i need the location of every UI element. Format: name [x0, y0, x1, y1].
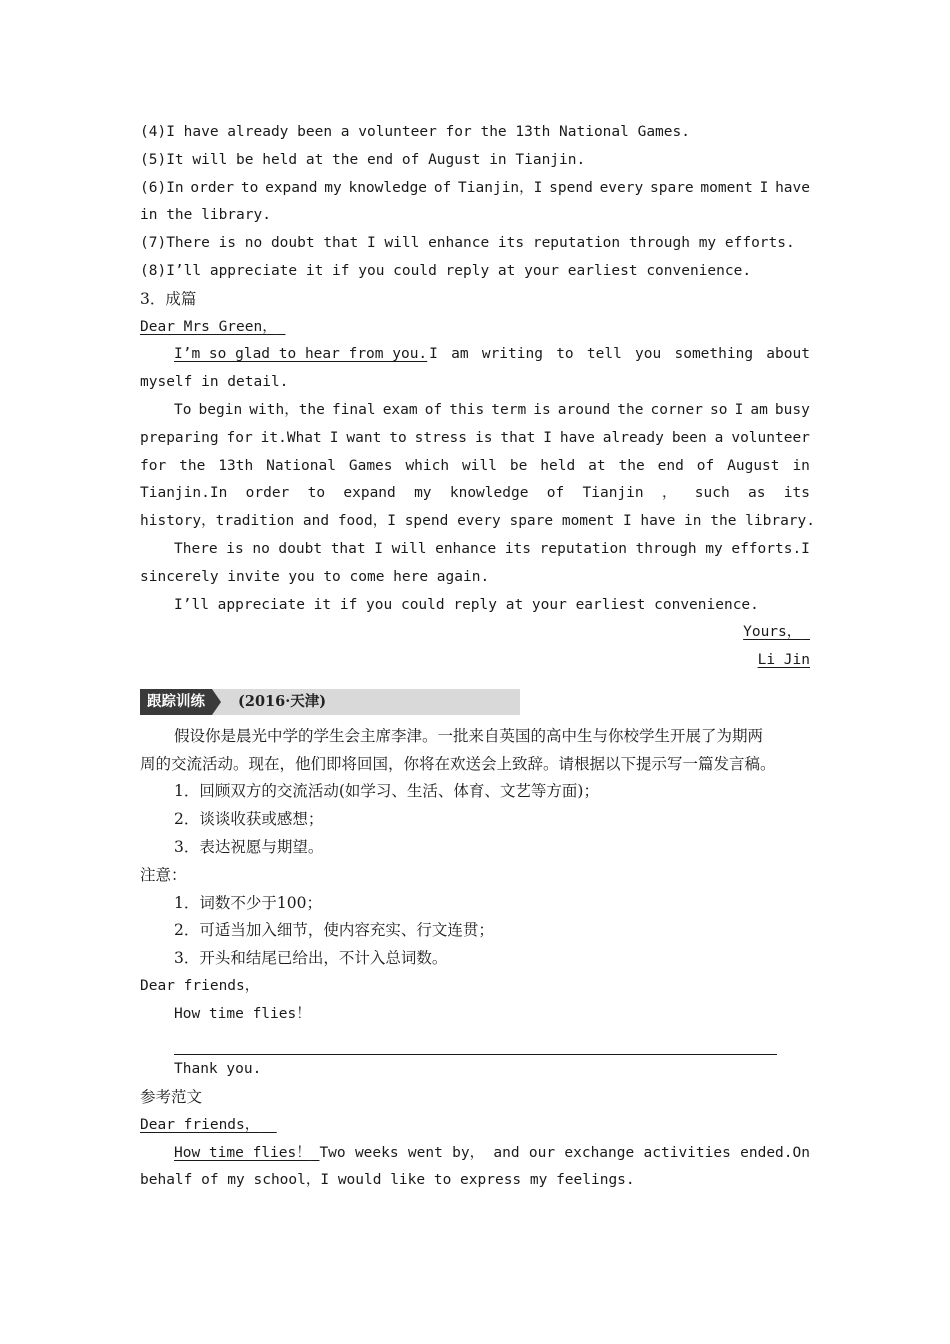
word: order — [190, 179, 235, 196]
word: through — [635, 540, 697, 557]
word: Tianjin — [582, 485, 644, 502]
letter-closing — [140, 619, 810, 647]
word: to — [307, 485, 326, 502]
letter-p3-line-2: sincerely invite you to come here again. — [140, 568, 490, 585]
word: to — [240, 179, 259, 196]
word: There — [174, 540, 218, 557]
word: to — [556, 346, 574, 363]
word: stress — [414, 429, 468, 446]
model-line-2: behalf of my school，I would like to express my feelings. — [140, 1172, 635, 1189]
word: by， — [452, 1144, 485, 1161]
answer-sentence-5: (5)It will be held at the end of August in Tianjin. — [140, 151, 586, 168]
word: this — [449, 401, 485, 418]
word: writing — [481, 346, 543, 363]
word: corner — [650, 401, 703, 418]
model-essay-heading: 参考范文 — [140, 1088, 203, 1107]
word: I — [759, 179, 769, 196]
word: begin — [198, 401, 243, 418]
word: efforts.I — [731, 540, 810, 557]
word: tell — [586, 346, 622, 363]
word: doubt — [278, 540, 323, 557]
word: I — [374, 540, 383, 557]
word: Tianjin，I — [458, 179, 543, 196]
letter-signature — [140, 647, 810, 675]
word: the — [617, 401, 644, 418]
word: I — [543, 429, 552, 446]
word: To — [174, 401, 192, 418]
letter-p1-opening: I’m so glad to hear from you. — [174, 346, 428, 363]
word: will — [462, 457, 497, 474]
word: which — [405, 457, 450, 474]
word: expand — [343, 485, 396, 502]
word: busy — [774, 401, 810, 418]
word: Two — [319, 1144, 346, 1161]
word: been — [671, 429, 707, 446]
word: of — [433, 179, 452, 196]
document-page — [140, 119, 816, 1195]
letter-p1-rest — [429, 341, 810, 369]
word: already — [602, 429, 664, 446]
practice-point-1: 1．回顾双方的交流活动(如学习、生活、体育、文艺等方面)； — [174, 782, 599, 801]
model-line-1 — [140, 1140, 810, 1168]
section-3-heading: 3．成篇 — [140, 289, 197, 308]
word: for — [140, 457, 167, 474]
word: a — [714, 429, 724, 446]
word: I — [329, 429, 339, 446]
model-salutation — [140, 1112, 810, 1140]
word: my — [705, 540, 723, 557]
word: am — [451, 346, 469, 363]
word: for — [226, 429, 253, 446]
letter-p2-line-4 — [140, 480, 810, 508]
word: it.What — [260, 429, 322, 446]
word: activities — [643, 1144, 731, 1161]
word: spend — [549, 179, 593, 196]
letter-p2-line-5: history，tradition and food，I spend every spare moment I have in the library. — [140, 513, 816, 530]
word: that — [500, 429, 536, 446]
note-1: 1．词数不少于100； — [174, 893, 322, 912]
letter-p1-line-1 — [140, 341, 810, 369]
word: I — [429, 346, 438, 363]
word: our — [528, 1144, 556, 1161]
word: 13th — [218, 457, 254, 474]
note-3: 3．开头和结尾已给出，不计入总词数。 — [174, 949, 448, 968]
word: reputation — [539, 540, 627, 557]
letter-closing-text: Yours， — [743, 624, 802, 641]
word: every — [599, 179, 644, 196]
word: of — [696, 457, 715, 474]
word: so — [710, 401, 728, 418]
answer-sentence-6-line-1 — [140, 175, 810, 203]
word: exchange — [564, 1144, 635, 1161]
letter-p2-line-2 — [140, 425, 810, 453]
word: is — [226, 540, 244, 557]
letter-signature-text: Li Jin — [757, 652, 810, 669]
word: of — [424, 401, 443, 418]
word: with，the — [249, 401, 325, 418]
answer-sentence-8: (8)I’ll appreciate it if you could reply at your earliest convenience. — [140, 262, 752, 279]
word: that — [330, 540, 366, 557]
practice-ending-line: Thank you. — [174, 1061, 262, 1078]
word: moment — [700, 179, 753, 196]
letter-p2-line-1 — [140, 397, 810, 425]
practice-banner — [140, 677, 810, 710]
word: is — [533, 401, 551, 418]
word: knowledge — [348, 179, 428, 196]
word: order — [245, 485, 290, 502]
word: about — [766, 346, 810, 363]
practice-point-2: 2．谈谈收获或感想； — [174, 810, 324, 829]
word: end — [657, 457, 684, 474]
word: exam — [382, 401, 418, 418]
model-opening: How time flies！ — [174, 1144, 311, 1161]
word: such — [694, 485, 730, 502]
letter-p2-line-3 — [140, 453, 810, 481]
word: is — [474, 429, 493, 446]
word: enhance — [435, 540, 497, 557]
word: term — [491, 401, 527, 418]
practice-prompt-line-2: 周的交流活动。现在，他们即将回国，你将在欢送会上致辞。请根据以下提示写一篇发言稿。 — [140, 754, 776, 773]
word: I — [734, 401, 744, 418]
answer-sentence-7: (7)There is no doubt that I will enhance its reputation through my efforts. — [140, 235, 795, 252]
word: as — [748, 485, 766, 502]
model-line-1-rest — [319, 1140, 810, 1168]
word: in — [792, 457, 810, 474]
practice-opening-line: How time flies！ — [174, 1005, 311, 1022]
word: held — [540, 457, 576, 474]
note-2: 2．可适当加入细节，使内容充实、行文连贯； — [174, 921, 494, 940]
word: at — [588, 457, 606, 474]
word: preparing — [140, 429, 219, 446]
writing-answer-line[interactable] — [140, 1029, 810, 1057]
word: August — [727, 457, 780, 474]
model-salutation-text: Dear friends， — [140, 1116, 260, 1133]
word: National — [266, 457, 336, 474]
word: Games — [348, 457, 393, 474]
word: knowledge — [449, 485, 529, 502]
practice-source: (2016·天津) — [238, 692, 327, 710]
word: no — [252, 540, 270, 557]
word: will — [391, 540, 427, 557]
word: weeks — [354, 1144, 399, 1161]
word: something — [674, 346, 754, 363]
practice-banner-bar — [140, 689, 520, 715]
practice-point-3: 3．表达祝愿与期望。 — [174, 837, 324, 856]
word: (6)In — [140, 179, 184, 196]
practice-prompt-line-1: 假设你是晨光中学的学生会主席李津。一批来自英国的高中生与你校学生开展了为期两 — [174, 726, 764, 745]
word: its — [504, 540, 532, 557]
word: the — [618, 457, 645, 474]
word: expand — [265, 179, 318, 196]
word: of — [546, 485, 565, 502]
answer-sentence-4: (4)I have already been a volunteer for the 13th National Games. — [140, 124, 690, 140]
word: want — [346, 429, 382, 446]
word: am — [750, 401, 768, 418]
word: the — [179, 457, 206, 474]
word: my — [324, 179, 342, 196]
practice-salutation: Dear friends， — [140, 977, 260, 994]
word: spare — [650, 179, 694, 196]
letter-p1-line-2: myself in detail. — [140, 374, 289, 391]
letter-p4: I’ll appreciate it if you could reply at your earliest convenience. — [174, 596, 759, 613]
word: have — [559, 429, 595, 446]
word: my — [414, 485, 432, 502]
word: went — [407, 1144, 443, 1161]
word: and — [493, 1144, 520, 1161]
practice-label: 跟踪训练 — [140, 689, 212, 715]
letter-salutation-text: Dear Mrs Green， — [140, 318, 277, 335]
letter-salutation — [140, 314, 810, 342]
word: ended.On — [740, 1144, 810, 1161]
word: Tianjin.In — [140, 485, 228, 502]
word: have — [775, 179, 810, 196]
word: be — [509, 457, 528, 474]
answer-sentence-6-line-2: in the library. — [140, 207, 271, 224]
word: around — [557, 401, 611, 418]
word: final — [331, 401, 376, 418]
word: its — [783, 485, 810, 502]
word: volunteer — [731, 429, 810, 446]
word: ， — [661, 485, 677, 502]
word: you — [635, 346, 662, 363]
letter-p3-line-1 — [140, 536, 810, 564]
word: to — [389, 429, 407, 446]
notes-heading: 注意： — [140, 865, 187, 884]
